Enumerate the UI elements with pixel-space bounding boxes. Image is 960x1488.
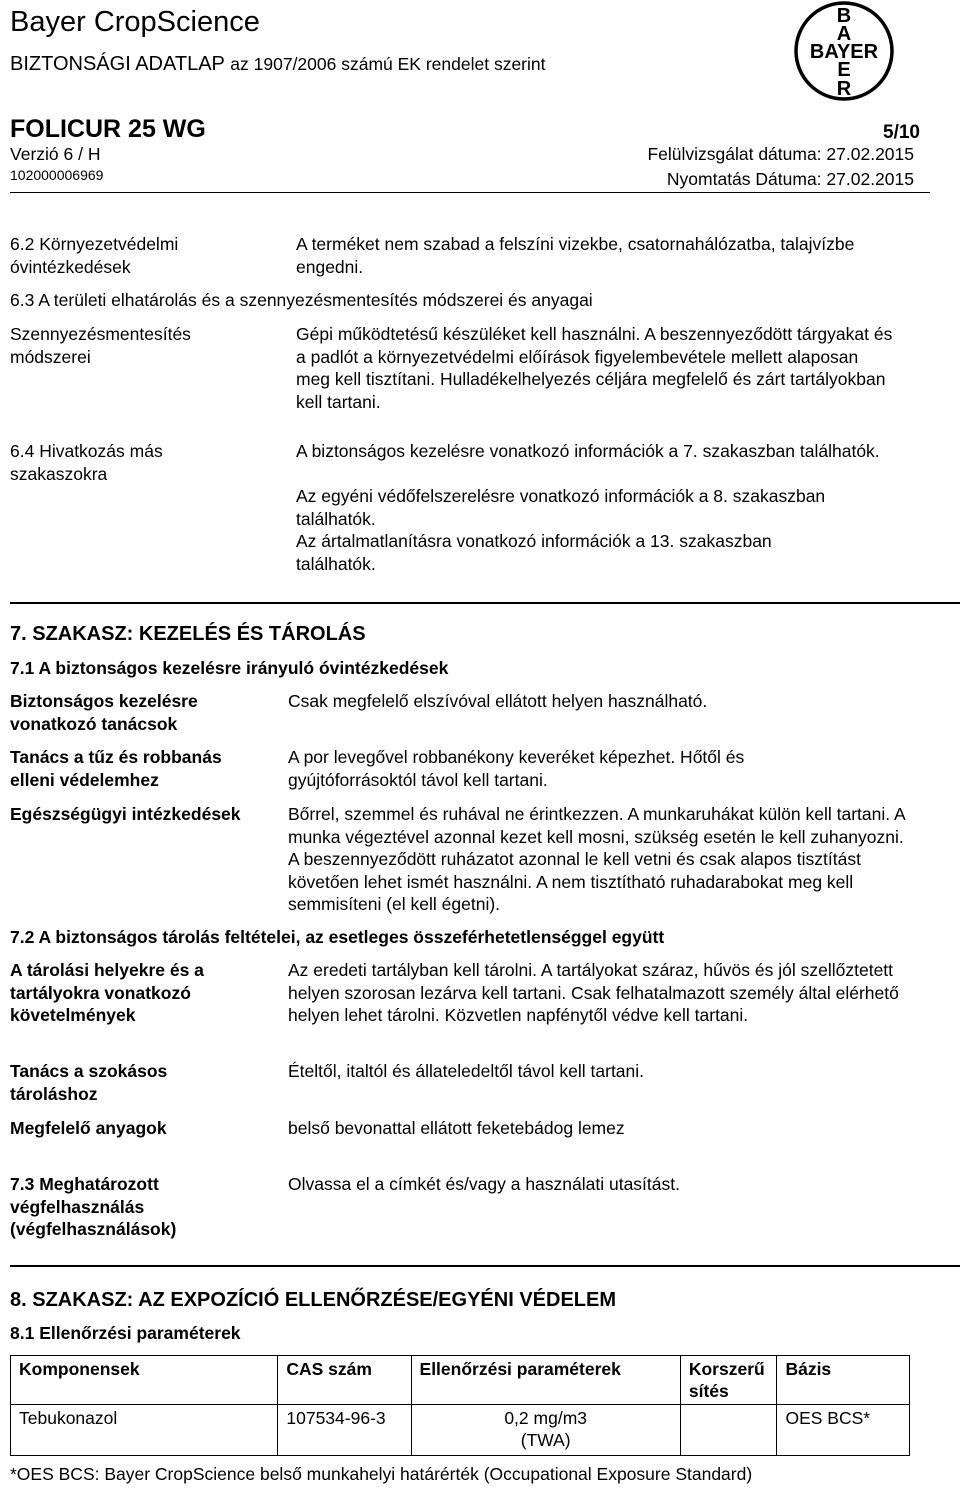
product-name: FOLICUR 25 WG xyxy=(10,115,206,143)
safe-handling-label: Biztonságos kezelésre vonatkozó tanácsok xyxy=(10,691,198,734)
svg-text:A: A xyxy=(836,23,852,45)
s64-line-3: Az ártalmatlanításra vonatkozó információk a 13. szakaszban találhatók. xyxy=(296,531,772,574)
s63-text: Gépi működtetésű készüléket kell használni. A beszennyeződött tárgyakat és a padlót a környezetvédelmi előírások figyelembevétele mellett alaposan meg kell tisztítani. Hulladékelhelyezés céljára megfelelő és zárt tartályokban kell tartani. xyxy=(296,324,893,412)
table-cell: Tebukonazol xyxy=(11,1405,278,1456)
svg-text:BAYER: BAYER xyxy=(809,41,879,63)
document-type-main: BIZTONSÁGI ADATLAP xyxy=(10,53,225,75)
storage-requirements-label: A tárolási helyekre és a tartályokra vonatkozó követelmények xyxy=(10,960,204,1025)
section-8-title: 8. SZAKASZ: AZ EXPOZÍCIÓ ELLENŐRZÉSE/EGYÉNI VÉDELEM xyxy=(10,1289,616,1311)
print-date: Nyomtatás Dátuma: 27.02.2015 xyxy=(666,169,914,189)
s73-text: Olvassa el a címkét és/vagy a használati utasítást. xyxy=(288,1174,680,1194)
version: Verzió 6 / H xyxy=(10,144,101,164)
footnote: *OES BCS: Bayer CropScience belső munkahelyi határérték (Occupational Exposure Standard) xyxy=(10,1464,753,1484)
common-storage-text: Ételtől, italtól és állateledeltől távol kell tartani. xyxy=(288,1061,645,1081)
fire-protection-text: A por levegővel robbanékony keveréket képezhet. Hőtől és gyújtóforrásoktól távol kell tartani. xyxy=(288,747,745,790)
section-7-divider xyxy=(10,602,960,604)
svg-text:B: B xyxy=(836,5,852,27)
table-header-cell: Bázis xyxy=(777,1356,910,1405)
svg-text:E: E xyxy=(837,59,851,81)
table-cell: 0,2 mg/m3 (TWA) xyxy=(411,1405,680,1456)
s73-label: 7.3 Meghatározott végfelhasználás (végfelhasználások) xyxy=(10,1174,177,1239)
table-header-cell: Komponensek xyxy=(11,1356,278,1405)
common-storage-label: Tanács a szokásos tároláshoz xyxy=(10,1061,168,1104)
s64-line-1: A biztonságos kezelésre vonatkozó információk a 7. szakaszban találhatók. xyxy=(296,441,880,461)
control-parameters-table xyxy=(10,1355,910,1456)
storage-requirements-text: Az eredeti tartályban kell tárolni. A tartályokat száraz, hűvös és jól szellőztetett helyen szorosan lezárva kell tartani. Csak felhatalmazott személy által elérhető helyen lehet tárolni. Közvetlen napfénytől védve kell tartani. xyxy=(288,960,899,1025)
safe-handling-text: Csak megfelelő elszívóval ellátott helyen használható. xyxy=(288,691,708,711)
s64-line-2: Az egyéni védőfelszerelésre vonatkozó információk a 8. szakaszban találhatók. xyxy=(296,486,826,529)
s62-text: A terméket nem szabad a felszíni vizekbe, csatornahálózatba, talajvízbe engedni. xyxy=(296,234,855,277)
table-cell: 107534-96-3 xyxy=(278,1405,411,1456)
table-cell: OES BCS* xyxy=(777,1405,910,1456)
section-8-divider xyxy=(10,1265,960,1267)
document-type-regulation: az 1907/2006 számú EK rendelet szerint xyxy=(230,54,546,74)
document-type xyxy=(10,52,546,76)
revision-date: Felülvizsgálat dátuma: 27.02.2015 xyxy=(647,144,914,164)
page-number: 5/10 xyxy=(883,122,920,143)
hygiene-label: Egészségügyi intézkedések xyxy=(10,804,241,824)
s71-heading: 7.1 A biztonságos kezelésre irányuló óvintézkedések xyxy=(10,658,449,678)
section-7-title: 7. SZAKASZ: KEZELÉS ÉS TÁROLÁS xyxy=(10,623,366,645)
suitable-materials-text: belső bevonattal ellátott feketebádog lemez xyxy=(288,1118,625,1138)
table-header-row xyxy=(11,1356,910,1405)
table-header-cell: Korszerűsítés xyxy=(680,1356,777,1405)
s64-label: 6.4 Hivatkozás más szakaszokra xyxy=(10,441,163,484)
document-code: 102000006969 xyxy=(10,167,104,183)
svg-text:R: R xyxy=(836,78,852,100)
bayer-logo xyxy=(784,0,904,102)
suitable-materials-label: Megfelelő anyagok xyxy=(10,1118,167,1138)
s72-heading: 7.2 A biztonságos tárolás feltételei, az esetleges összeférhetetlenséggel együtt xyxy=(10,927,665,947)
table-header-cell: CAS szám xyxy=(278,1356,411,1405)
table-cell xyxy=(680,1405,777,1456)
company-name: Bayer CropScience xyxy=(10,6,260,38)
s63-heading: 6.3 A területi elhatárolás és a szennyezésmentesítés módszerei és anyagai xyxy=(10,290,593,310)
table-header-cell: Ellenőrzési paraméterek xyxy=(411,1356,680,1405)
fire-protection-label: Tanács a tűz és robbanás elleni védelemhez xyxy=(10,747,222,790)
header-divider xyxy=(10,192,930,193)
hygiene-text: Bőrrel, szemmel és ruhával ne érintkezzen. A munkaruhákat külön kell tartani. A munka végeztével azonnal kezet kell mosni, szükség esetén le kell zuhanyozni. A beszennyeződött ruházatot azonnal le kell vetni és csak alapos tisztítást követően lehet ismét használni. A nem tisztítható ruhadarabokat meg kell semmisíteni (el kell égetni). xyxy=(288,804,905,914)
s63-label: Szennyezésmentesítés módszerei xyxy=(10,324,191,367)
table-row xyxy=(11,1405,910,1456)
s62-label: 6.2 Környezetvédelmi óvintézkedések xyxy=(10,234,179,277)
s81-heading: 8.1 Ellenőrzési paraméterek xyxy=(10,1323,241,1343)
